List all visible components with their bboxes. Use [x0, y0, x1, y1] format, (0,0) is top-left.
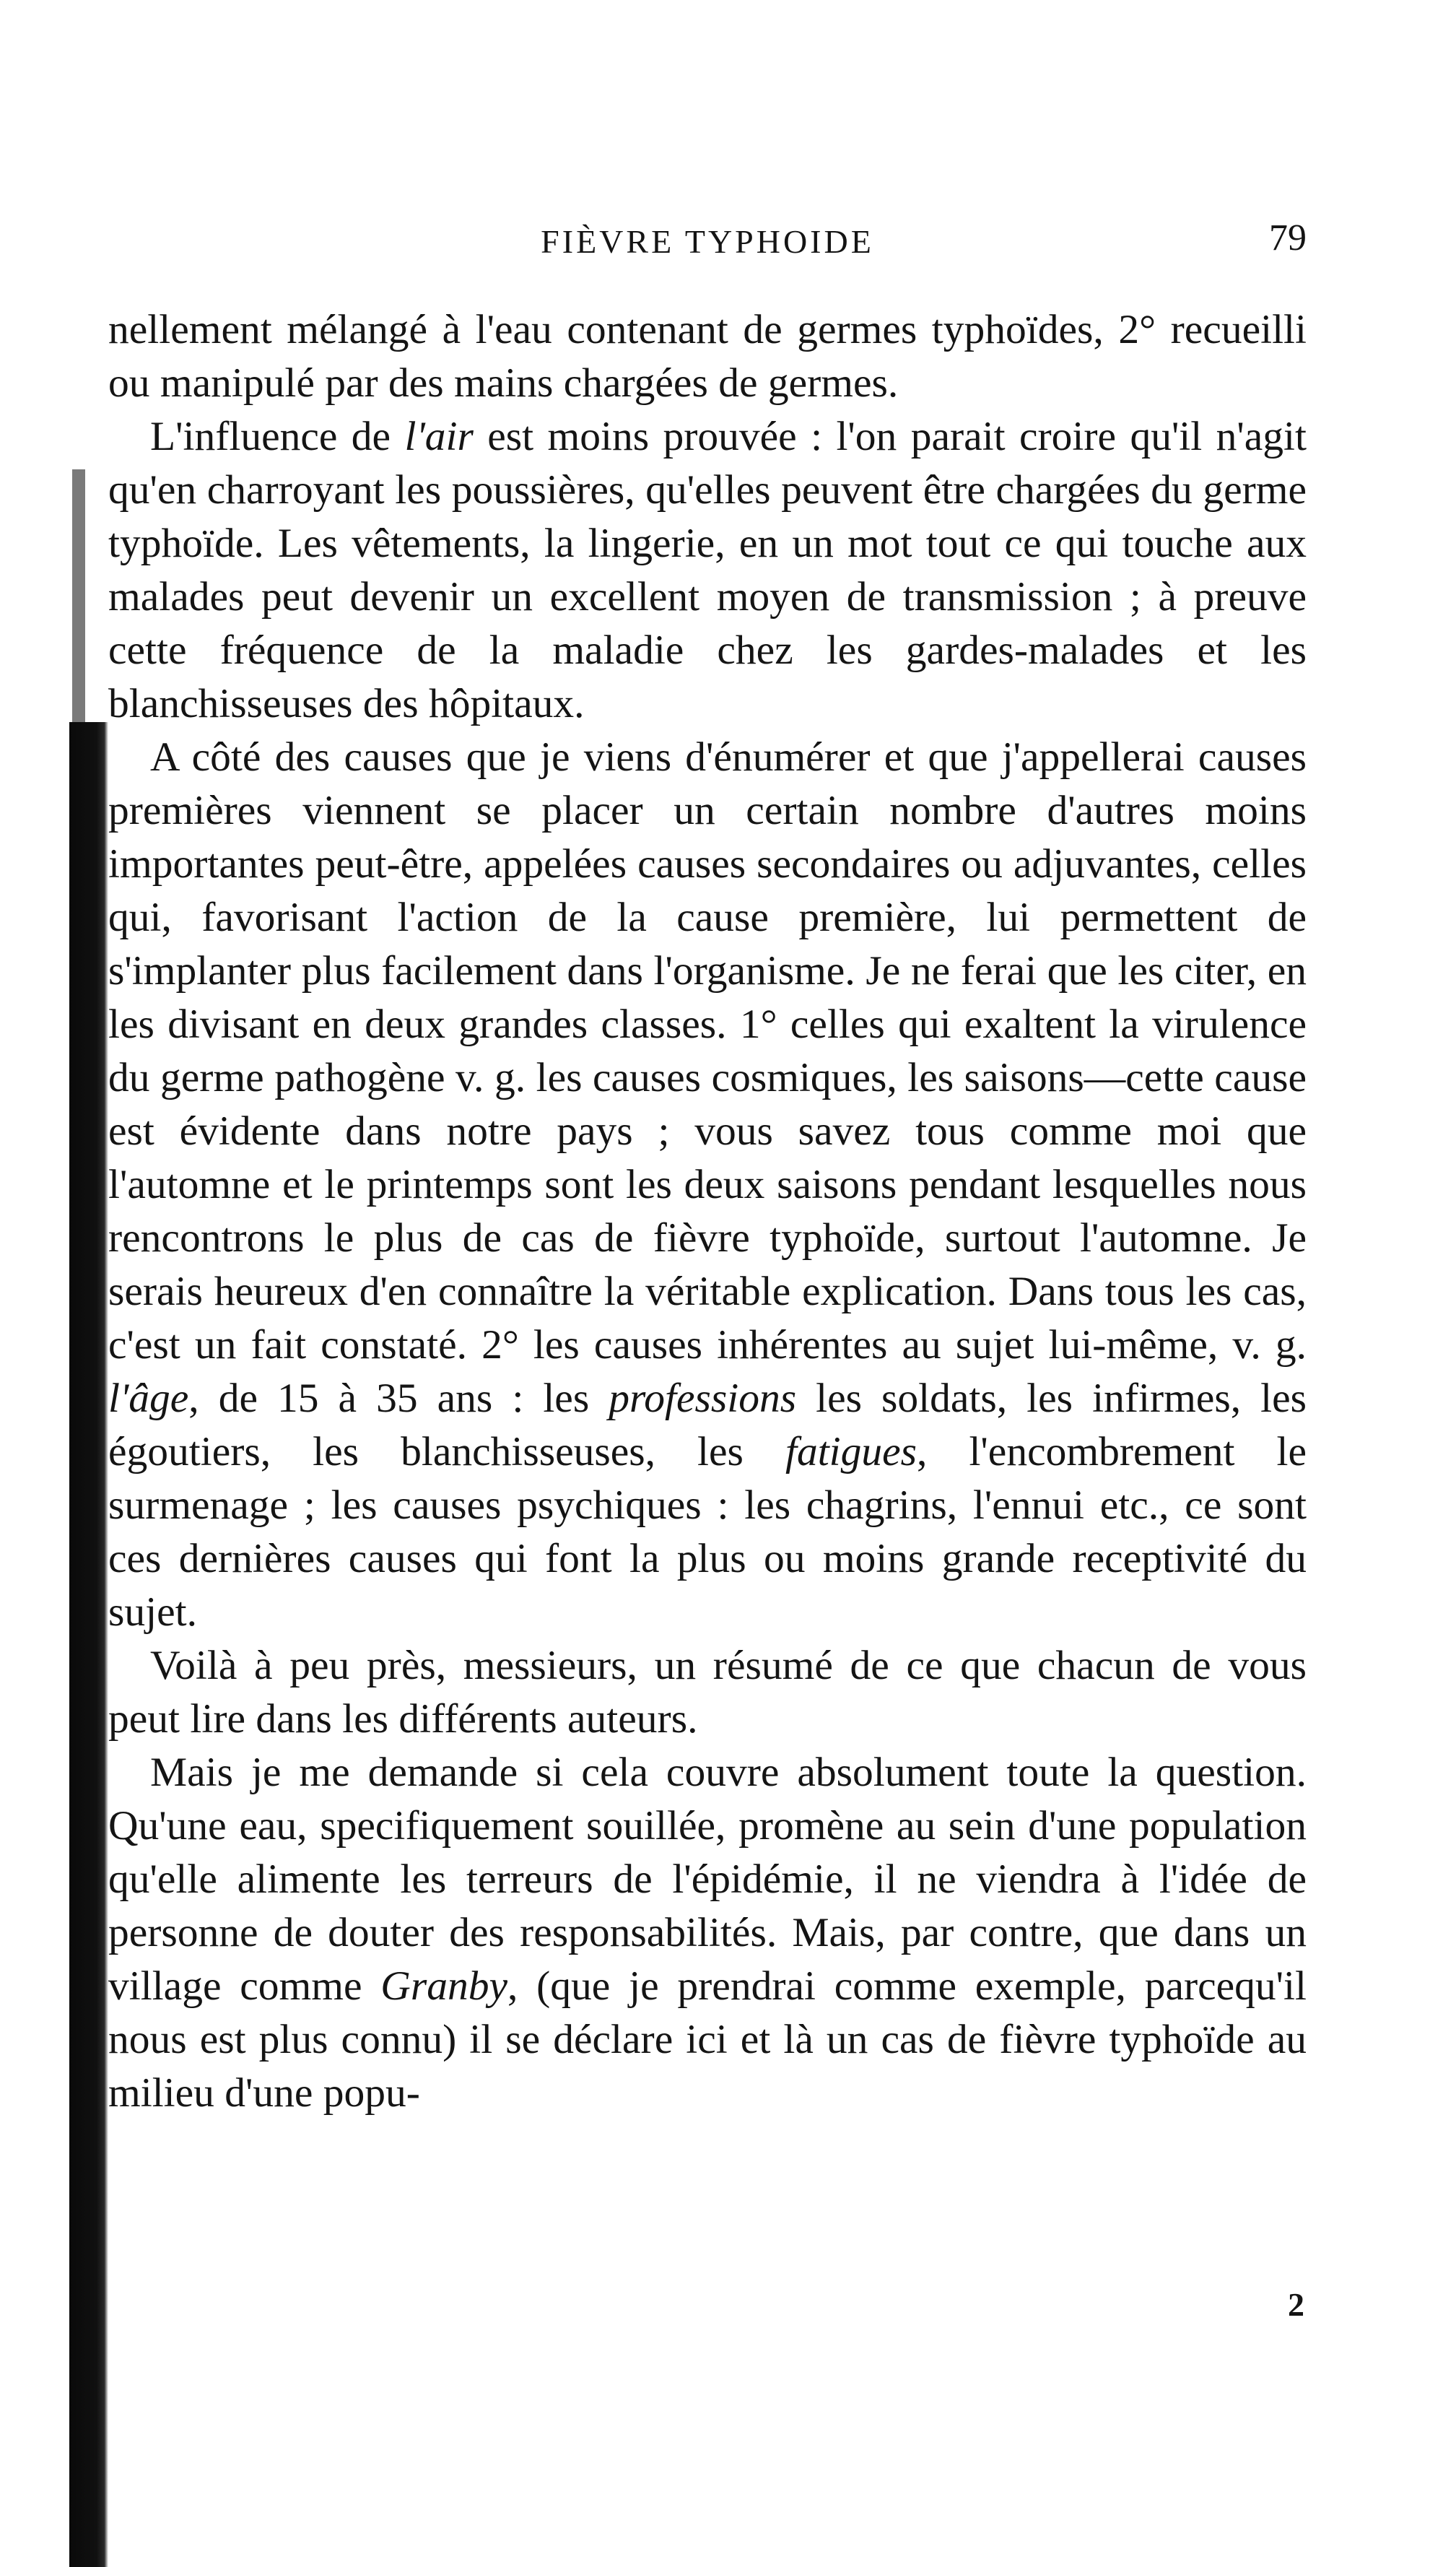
signature-mark: 2	[1288, 2286, 1304, 2323]
paragraph	[108, 1639, 1307, 1746]
text-run: Voilà à peu près, messieurs, un résumé de ce que chacun de vous peut lire dans les différents auteurs.	[108, 1643, 1307, 1742]
italic-term: professions	[609, 1376, 797, 1421]
paragraph	[108, 1746, 1307, 2120]
text-run: , de 15 à 35 ans : les	[188, 1376, 609, 1421]
page-header	[108, 217, 1307, 274]
text-run: , (que je prendrai comme exemple, parcequ'il nous est plus connu) il se déclare ici et là un cas de fièvre typhoïde au milieu d'une popu-	[108, 1963, 1307, 2116]
page-number: 79	[1269, 217, 1307, 259]
text-run: les soldats, les infirmes, les égoutiers, les blanchisseuses, les	[108, 1376, 1307, 1474]
text-run: nellement mélangé à l'eau contenant de germes typhoïdes, 2° recueilli ou manipulé par des mains chargées de germes.	[108, 307, 1307, 406]
italic-term: l'air	[404, 414, 474, 459]
text-run: est moins prouvée : l'on parait croire qu'il n'agit qu'en charroyant les poussières, qu'elles peuvent être chargées du germe typhoïde. Les vêtements, la lingerie, en un mot tout ce qui touche aux malades peut devenir un excellent moyen de transmission ; à preuve cette fréquence de la maladie chez les gardes-malades et les blanchisseuses des hôpitaux.	[108, 414, 1307, 726]
text-run: , l'encombrement le surmenage ; les causes psychiques : les chagrins, l'ennui etc., ce sont ces dernières causes qui font la plus ou moins grande receptivité du sujet.	[108, 1429, 1307, 1635]
text-run: L'influence de	[150, 414, 405, 459]
paragraph	[108, 410, 1307, 731]
italic-term: Granby	[380, 1963, 507, 2009]
binding-shadow	[72, 469, 85, 722]
running-title: FIÈVRE TYPHOIDE	[541, 223, 874, 260]
text-run: Mais je me demande si cela couvre absolument toute la question. Qu'une eau, specifiquement souillée, promène au sein d'une population qu'elle alimente les terreurs de l'épidémie, il ne viendra à l'idée de personne de douter des responsabilités. Mais, par contre, que dans un village comme	[108, 1750, 1307, 2009]
paragraph	[108, 303, 1307, 410]
binding-edge	[69, 722, 108, 2567]
paragraph	[108, 731, 1307, 1639]
body-text	[108, 303, 1307, 2120]
text-run: A côté des causes que je viens d'énumérer et que j'appellerai causes premières viennent se placer un certain nombre d'autres moins importantes peut-être, appelées causes secondaires ou adjuvantes, celles qui, favorisant l'action de la cause première, lui permettent de s'implanter plus facilement dans l'organisme. Je ne ferai que les citer, en les divisant en deux grandes classes. 1° celles qui exaltent la virulence du germe pathogène v. g. les causes cosmiques, les saisons—cette cause est évidente dans notre pays ; vous savez tous comme moi que l'automne et le printemps sont les deux saisons pendant lesquelles nous rencontrons le plus de cas de fièvre typhoïde, surtout l'automne. Je serais heureux d'en connaître la véritable explication. Dans tous les cas, c'est un fait constaté. 2° les causes inhérentes au sujet lui-même, v. g.	[108, 734, 1307, 1368]
italic-term: fatigues	[785, 1429, 917, 1474]
italic-term: l'âge	[108, 1376, 189, 1421]
